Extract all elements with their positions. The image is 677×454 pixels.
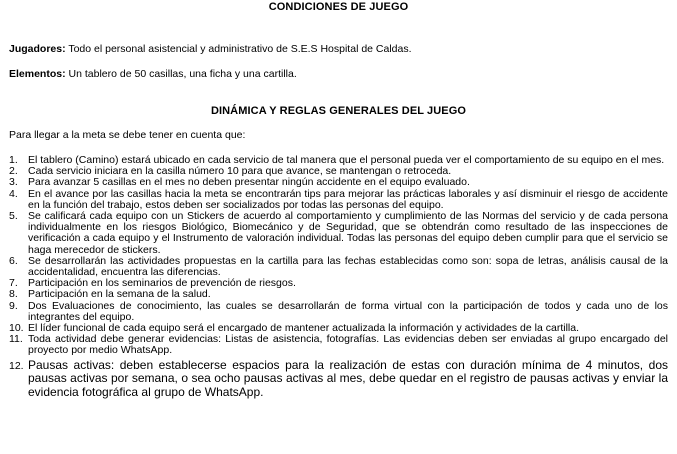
players-label: Jugadores: bbox=[9, 43, 66, 55]
rule-text: En el avance por las casillas hacia la meta se encontrarán tips para mejorar las prácticas laborales y así disminuir el riesgo de accidente en la función del trabajo, estos deben ser socializados por todas las personas del equipo. bbox=[28, 187, 668, 211]
rule-number: 7. bbox=[9, 277, 18, 290]
rule-number: 1. bbox=[9, 154, 18, 166]
rule-number: 11. bbox=[9, 333, 23, 346]
players-paragraph bbox=[9, 43, 669, 55]
elements-label: Elementos: bbox=[9, 68, 66, 80]
elements-paragraph bbox=[9, 68, 669, 80]
rule-text: Participación en los seminarios de prevención de riesgos. bbox=[28, 277, 296, 290]
rule-text: Pausas activas: deben establecerse espacios para la realización de estas con duración mínima de 4 minutos, dos pausas activas por semana, o sea ocho pausas activas al mes, debe quedar en el registro de pausas activas y enviar la evidencia fotográfica al grupo de WhatsApp. bbox=[28, 357, 668, 399]
rule-number: 10. bbox=[9, 322, 24, 335]
rule-number: 3. bbox=[9, 176, 18, 189]
intro-paragraph: Para llegar a la meta se debe tener en cuenta que: bbox=[9, 129, 246, 141]
rules-list bbox=[9, 155, 668, 399]
rule-item-5 bbox=[9, 211, 668, 256]
rule-text: Dos Evaluaciones de conocimiento, las cuales se desarrollarán de forma virtual con la participación de todos y cada uno de los integrantes del equipo. bbox=[28, 299, 668, 323]
rule-item-9 bbox=[9, 301, 668, 323]
players-text: Todo el personal asistencial y administrativo de S.E.S Hospital de Caldas. bbox=[65, 43, 412, 55]
rule-text: Cada servicio iniciara en la casilla número 10 para que avance, se mantengan o retroceda. bbox=[28, 165, 452, 178]
rule-number: 12. bbox=[9, 359, 24, 372]
rule-item-6 bbox=[9, 256, 668, 278]
rule-text: Para avanzar 5 casillas en el mes no deben presentar ningún accidente en el equipo evaluado. bbox=[28, 176, 470, 189]
rule-text: El tablero (Camino) estará ubicado en cada servicio de tal manera que el personal pueda ver el comportamiento de su equipo en el mes. bbox=[28, 154, 665, 166]
rule-text: Toda actividad debe generar evidencias: Listas de asistencia, fotografías. Las evidencias deben ser enviadas al grupo encargado del proyecto por medio WhatsApp. bbox=[28, 333, 668, 357]
rule-number: 4. bbox=[9, 187, 18, 200]
rule-text: Se calificará cada equipo con un Stickers de acuerdo al comportamiento y cumplimiento de las Normas del servicio y de cada persona individualmente en los riesgos Biológico, Biomecánico y de Seguridad, que se obtendrán como resultado de las inspecciones de verificación a cada equipo y el Instrumento de valoración individual. Todas las personas del equipo deben cumplir para que el servicio se haga merecedor de stickers. bbox=[28, 210, 668, 256]
rule-item-4 bbox=[9, 189, 668, 211]
rule-text: Se desarrollarán las actividades propuestas en la cartilla para las fechas establecidas como son: sopa de letras, análisis causal de la accidentalidad, encuentra las diferencias. bbox=[28, 254, 668, 279]
section-title: DINÁMICA Y REGLAS GENERALES DEL JUEGO bbox=[210, 105, 467, 117]
rule-number: 6. bbox=[9, 254, 18, 267]
rule-number: 2. bbox=[9, 165, 18, 178]
rule-text: El líder funcional de cada equipo será el encargado de mantener actualizada la información y actividades de la cartilla. bbox=[28, 322, 579, 335]
rule-number: 5. bbox=[9, 210, 18, 223]
rule-number: 8. bbox=[9, 288, 18, 301]
rule-item-12 bbox=[9, 359, 668, 400]
rule-text: Participación en la semana de la salud. bbox=[28, 288, 211, 301]
rule-number: 9. bbox=[9, 299, 18, 312]
page-title: CONDICIONES DE JUEGO bbox=[268, 1, 409, 13]
rule-item-11 bbox=[9, 334, 668, 356]
elements-text: Un tablero de 50 casillas, una ficha y una cartilla. bbox=[65, 68, 297, 80]
